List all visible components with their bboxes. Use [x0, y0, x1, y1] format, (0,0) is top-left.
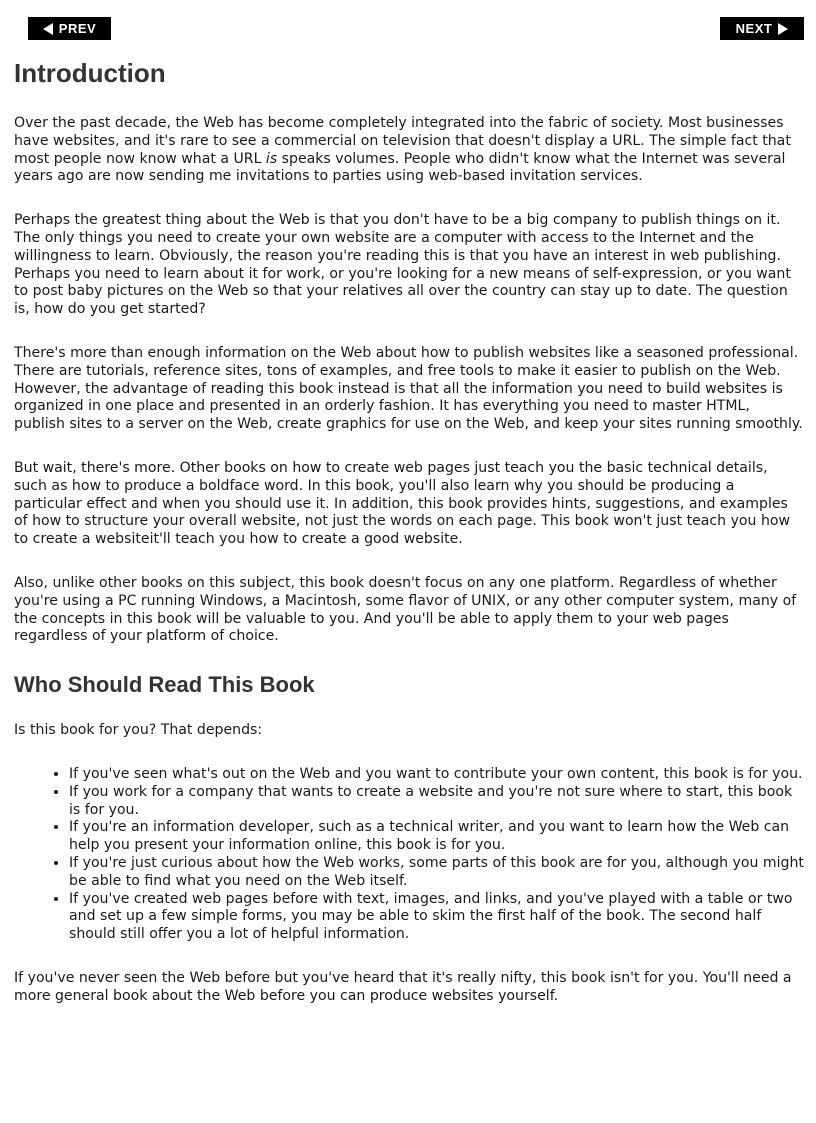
list-item: • If you've created web pages before with text, images, and links, and you've played with a table or two and set up a few simple forms, you may be able to skim the first half of the book. The second half should still offer you a lot of helpful information.	[69, 891, 804, 944]
prev-button[interactable]	[28, 17, 111, 40]
list-item: • If you're just curious about how the Web works, some parts of this book are for you, although you might be able to find what you need on the Web itself.	[69, 855, 804, 891]
closing-paragraph: If you've never seen the Web before but you've heard that it's really nifty, this book isn't for you. You'll need a more general book about the Web before you can produce websites yourself.	[14, 969, 792, 1004]
page-content	[14, 52, 804, 1031]
section-intro: Is this book for you? That depends:	[14, 722, 263, 739]
list-item: • If you've seen what's out on the Web and you want to contribute your own content, this book is for you.	[69, 766, 804, 784]
prev-label: PREV	[58, 21, 97, 36]
paragraph-4: But wait, there's more. Other books on how to create web pages just teach you the basic technical details, such as how to produce a boldface word. In this book, you'll also learn why you should be producing a particular effect and when you should use it. In addition, this book provides hints, suggestions, and examples of how to structure your overall website, not just the words on each page. This book won't just teach you how to create a websiteit'll teach you how to create a good website.	[14, 459, 791, 548]
paragraph-1	[14, 115, 804, 186]
paragraph-2: Perhaps the greatest thing about the Web is that you don't have to be a big company to publish things on it. The only things you need to create your own website are a computer with access to the Internet and the willingness to learn. Obviously, the reason you're reading this is that you have an interest in web publishing. Perhaps you need to learn about it for work, or you're looking for a new means of self-expression, or you want to post baby pictures on the Web so that your relatives all over the country can stay up to date. The question is, how do you get started?	[14, 212, 791, 318]
next-label: NEXT	[735, 21, 773, 36]
paragraph-5: Also, unlike other books on this subject, this book doesn't focus on any one platform. Regardless of whether you're using a PC running Windows, a Macintosh, some flavor of UNIX, or any other computer system, many of the concepts in this book will be valuable to you. And you'll be able to apply them to your web pages regardless of your platform of choice.	[14, 574, 797, 645]
page-title: Introduction	[14, 58, 166, 88]
paragraph-1-text-a: Over the past decade, the Web has become completely integrated into the fabric of society. Most businesses have websites, and it's rare to see a commercial on television that doesn't display a URL. The simple fact that most people now know what a URL	[14, 115, 791, 167]
audience-list	[14, 766, 804, 944]
next-button[interactable]	[720, 17, 804, 40]
section-heading: Who Should Read This Book	[14, 672, 315, 698]
paragraph-3: There's more than enough information on the Web about how to publish websites like a seasoned professional. There are tutorials, reference sites, tons of examples, and free tools to make it easier to publish on the Web. However, the advantage of reading this book instead is that all the information you need to build websites is organized in one place and presented in an orderly fashion. It has everything you need to master HTML, publish sites to a server on the Web, create graphics for use on the Web, and keep your sites running smoothly.	[14, 344, 803, 433]
paragraph-1-emphasis: is	[265, 150, 278, 167]
list-item: • If you're an information developer, such as a technical writer, and you want to learn how the Web can help you present your information online, this book is for you.	[69, 819, 804, 855]
paragraph-1-text-b: speaks volumes. People who didn't know what the Internet was several years ago are now sending me invitations to parties using web-based invitation services.	[14, 150, 786, 185]
list-item: • If you work for a company that wants to create a website and you're not sure where to start, this book is for you.	[69, 784, 804, 820]
arrow-right-icon	[778, 23, 788, 35]
arrow-left-icon	[43, 23, 53, 35]
